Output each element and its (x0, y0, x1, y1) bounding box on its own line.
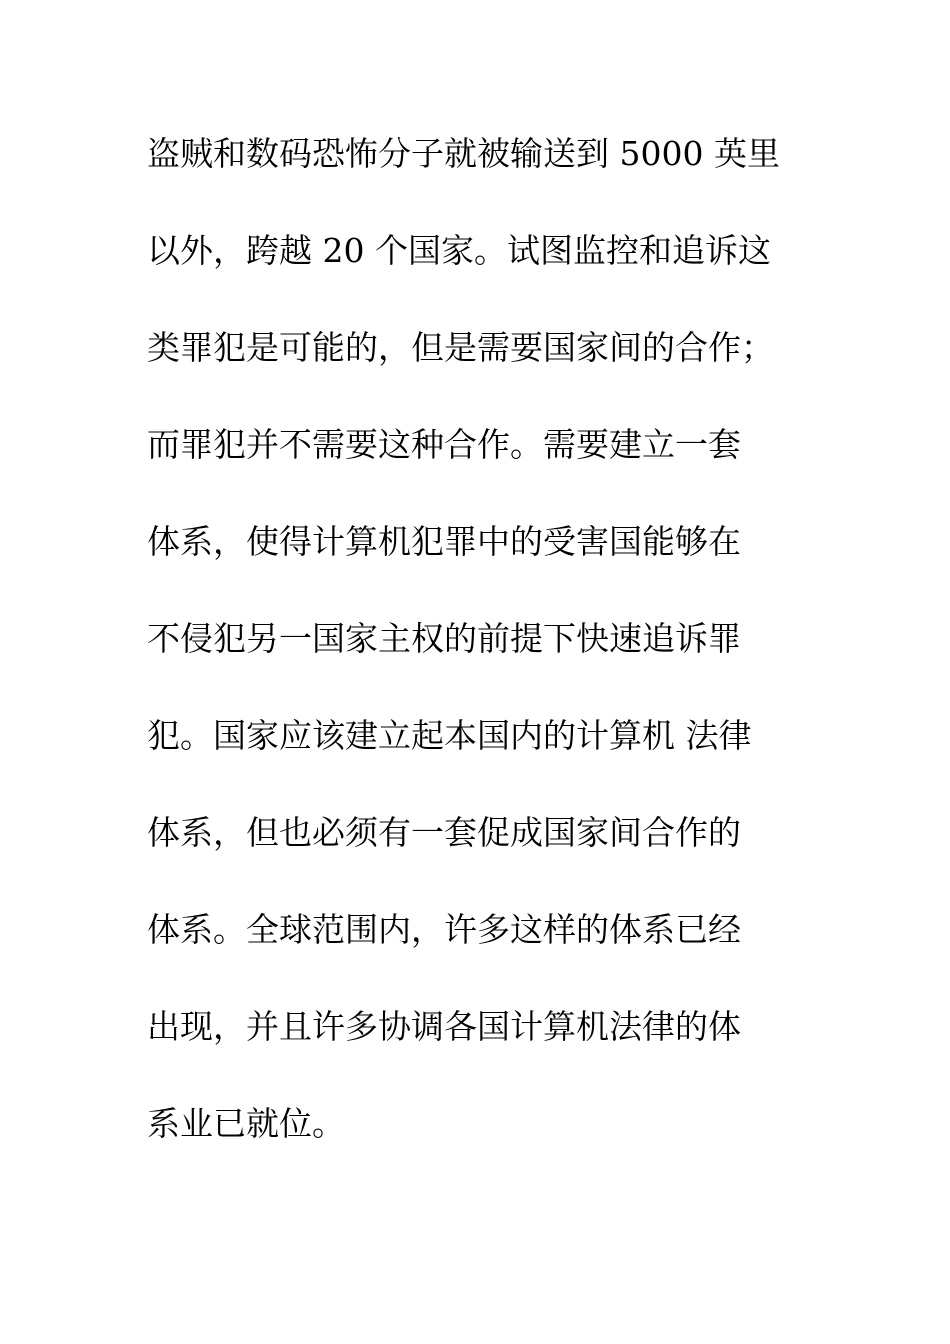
paragraph-line: 盗贼和数码恐怖分子就被输送到 5000 英里 (147, 134, 780, 173)
paragraph-line: 体系，但也必须有一套促成国家间合作的 (147, 813, 741, 852)
paragraph-line: 体系。全球范围内，许多这样的体系已经 (147, 910, 741, 949)
paragraph-line: 不侵犯另一国家主权的前提下快速追诉罪 (147, 619, 741, 658)
body-paragraph (147, 124, 847, 1191)
paragraph-line: 体系，使得计算机犯罪中的受害国能够在 (147, 522, 741, 561)
paragraph-line: 犯。国家应该建立起本国内的计算机 法律 (147, 716, 752, 755)
paragraph-line: 系业已就位。 (147, 1104, 345, 1143)
paragraph-line: 出现，并且许多协调各国计算机法律的体 (147, 1007, 741, 1046)
paragraph-line: 以外，跨越 20 个国家。试图监控和追诉这 (147, 231, 771, 270)
paragraph-line: 而罪犯并不需要这种合作。需要建立一套 (147, 425, 741, 464)
paragraph-line: 类罪犯是可能的，但是需要国家间的合作； (147, 328, 774, 367)
